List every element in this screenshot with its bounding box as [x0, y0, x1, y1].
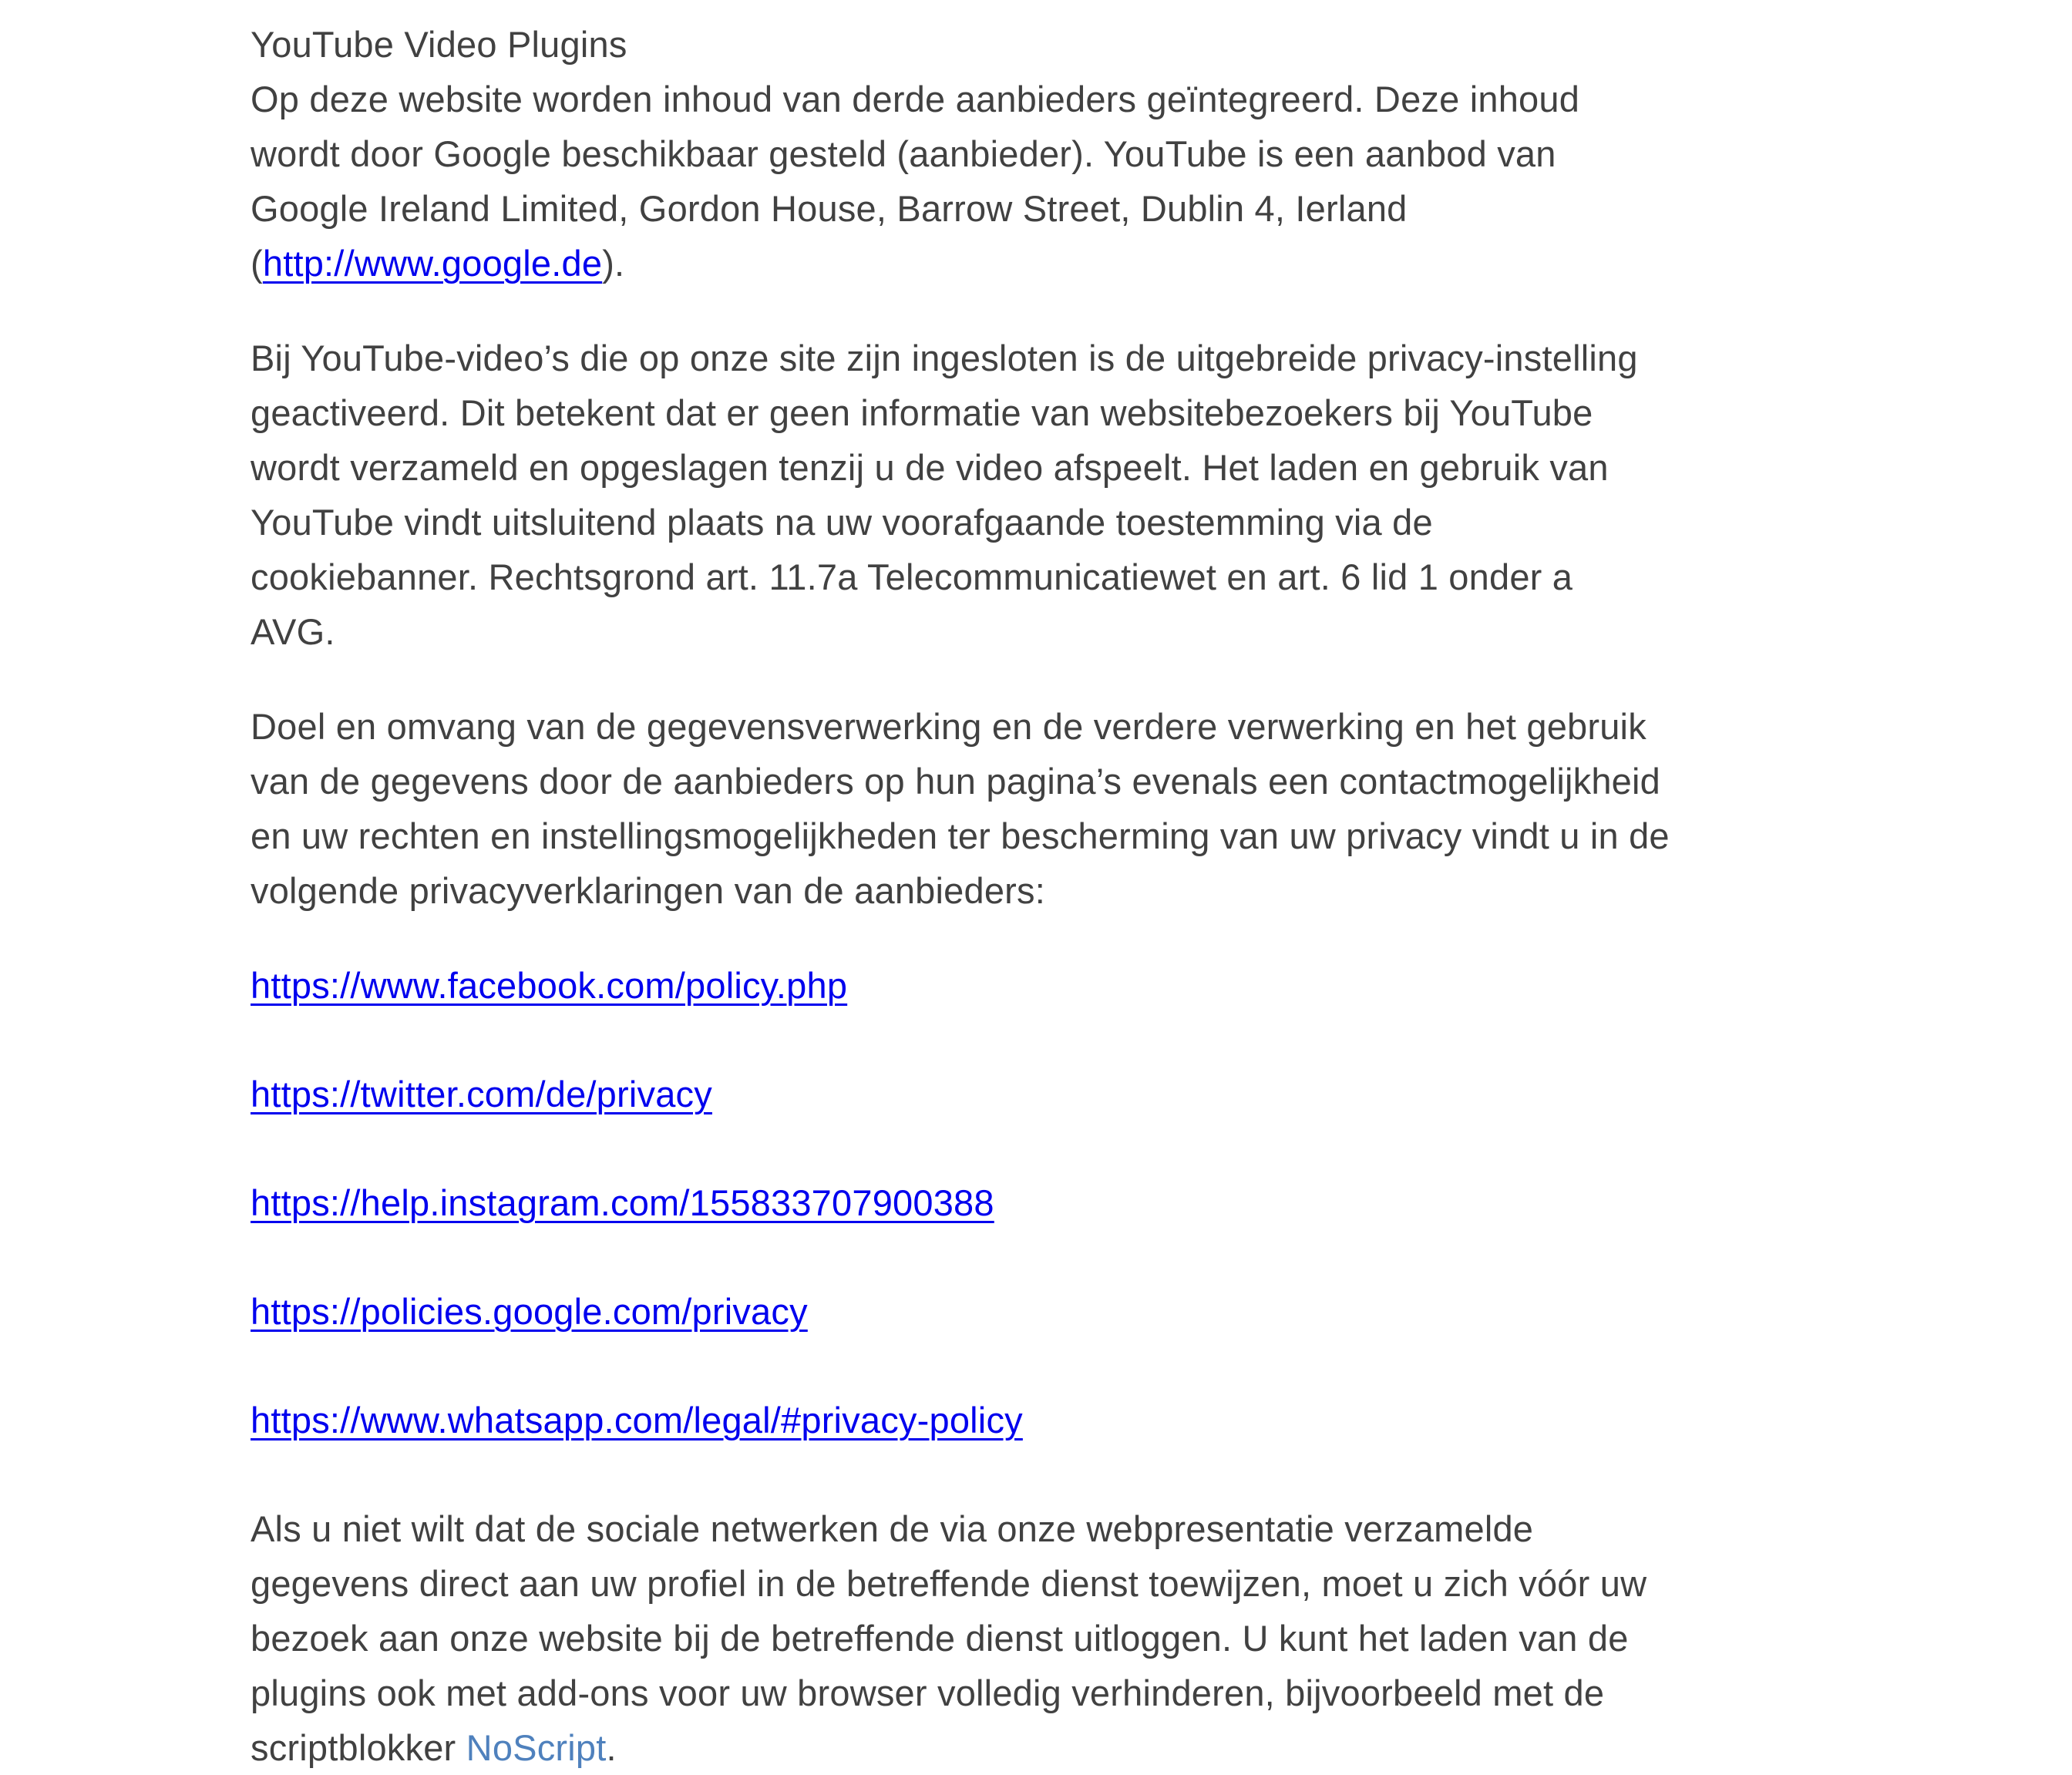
- text-segment: scriptblokker: [251, 1727, 466, 1768]
- text-line: [251, 699, 1887, 754]
- text-segment: AVG.: [251, 611, 335, 652]
- text-segment: Op deze website worden inhoud van derde aanbieders geïntegreerd. Deze inhoud: [251, 79, 1580, 119]
- text-segment: (: [251, 243, 263, 284]
- text-line: [251, 604, 1887, 659]
- text-line: [251, 1556, 1887, 1611]
- text-line: [251, 1501, 1887, 1556]
- whatsapp-legal-link[interactable]: https://www.whatsapp.com/legal/#privacy-policy: [251, 1400, 1023, 1441]
- text-segment: volgende privacyverklaringen van de aanbieders:: [251, 870, 1045, 911]
- text-segment: Google Ireland Limited, Gordon House, Barrow Street, Dublin 4, Ierland: [251, 188, 1408, 229]
- text-segment: van de gegevens door de aanbieders op hun pagina’s evenals een contactmogelijkheid: [251, 761, 1660, 802]
- data-processing-paragraph: [251, 699, 1887, 918]
- text-line: [251, 1611, 1887, 1666]
- whatsapp-legal-link-paragraph: [251, 1393, 1887, 1447]
- text-segment: wordt door Google beschikbaar gesteld (aanbieder). YouTube is een aanbod van: [251, 133, 1556, 174]
- text-segment: YouTube vindt uitsluitend plaats na uw voorafgaande toestemming via de: [251, 502, 1433, 543]
- text-line: [251, 863, 1887, 918]
- text-line: [251, 1175, 1887, 1230]
- facebook-policy-link[interactable]: https://www.facebook.com/policy.php: [251, 965, 848, 1006]
- text-line: [251, 1666, 1887, 1720]
- twitter-privacy-link-paragraph: [251, 1067, 1887, 1121]
- logout-advice-paragraph: [251, 1501, 1887, 1775]
- text-segment: bezoek aan onze website bij de betreffende dienst uitloggen. U kunt het laden van de: [251, 1618, 1629, 1659]
- text-segment: Als u niet wilt dat de sociale netwerken de via onze webpresentatie verzamelde: [251, 1508, 1534, 1549]
- google-privacy-link-paragraph: [251, 1284, 1887, 1339]
- facebook-policy-link-paragraph: [251, 958, 1887, 1013]
- text-line: [251, 385, 1887, 440]
- text-line: [251, 1067, 1887, 1121]
- text-line: [251, 440, 1887, 495]
- text-line: [251, 495, 1887, 550]
- text-line: [251, 17, 1887, 72]
- text-line: [251, 181, 1887, 236]
- text-line: [251, 1393, 1887, 1447]
- text-segment: ).: [602, 243, 625, 284]
- text-segment: Doel en omvang van de gegevensverwerking en de verdere verwerking en het gebruik: [251, 706, 1646, 747]
- intro-paragraph: [251, 72, 1887, 291]
- google-website-link[interactable]: http://www.google.de: [262, 243, 603, 284]
- text-line: [251, 1284, 1887, 1339]
- text-segment: plugins ook met add-ons voor uw browser volledig verhinderen, bijvoorbeeld met de: [251, 1672, 1605, 1713]
- twitter-privacy-link[interactable]: https://twitter.com/de/privacy: [251, 1074, 712, 1114]
- text-line: [251, 72, 1887, 126]
- text-segment: .: [606, 1727, 617, 1768]
- text-segment: geactiveerd. Dit betekent dat er geen informatie van websitebezoekers bij YouTube: [251, 392, 1593, 433]
- text-segment: wordt verzameld en opgeslagen tenzij u de video afspeelt. Het laden en gebruik van: [251, 447, 1609, 488]
- text-segment: en uw rechten en instellingsmogelijkheden ter bescherming van uw privacy vindt u in de: [251, 815, 1670, 856]
- text-segment: Bij YouTube-video’s die op onze site zijn ingesloten is de uitgebreide privacy-instelling: [251, 338, 1638, 378]
- text-line: [251, 958, 1887, 1013]
- text-segment: YouTube Video Plugins: [251, 24, 627, 65]
- instagram-help-link-paragraph: [251, 1175, 1887, 1230]
- text-line: [251, 236, 1887, 291]
- text-line: [251, 331, 1887, 385]
- text-segment: cookiebanner. Rechtsgrond art. 11.7a Telecommunicatiewet en art. 6 lid 1 onder a: [251, 556, 1573, 597]
- text-segment: gegevens direct aan uw profiel in de betreffende dienst toewijzen, moet u zich vóór uw: [251, 1563, 1647, 1604]
- text-line: [251, 754, 1887, 808]
- privacy-setting-paragraph: [251, 331, 1887, 659]
- text-line: [251, 808, 1887, 863]
- google-privacy-link[interactable]: https://policies.google.com/privacy: [251, 1291, 808, 1332]
- instagram-help-link[interactable]: https://help.instagram.com/155833707900388: [251, 1182, 994, 1223]
- noscript-link[interactable]: NoScript: [466, 1727, 607, 1768]
- doc-title: [251, 17, 1887, 72]
- text-line: [251, 550, 1887, 604]
- text-line: [251, 1720, 1887, 1775]
- text-line: [251, 126, 1887, 181]
